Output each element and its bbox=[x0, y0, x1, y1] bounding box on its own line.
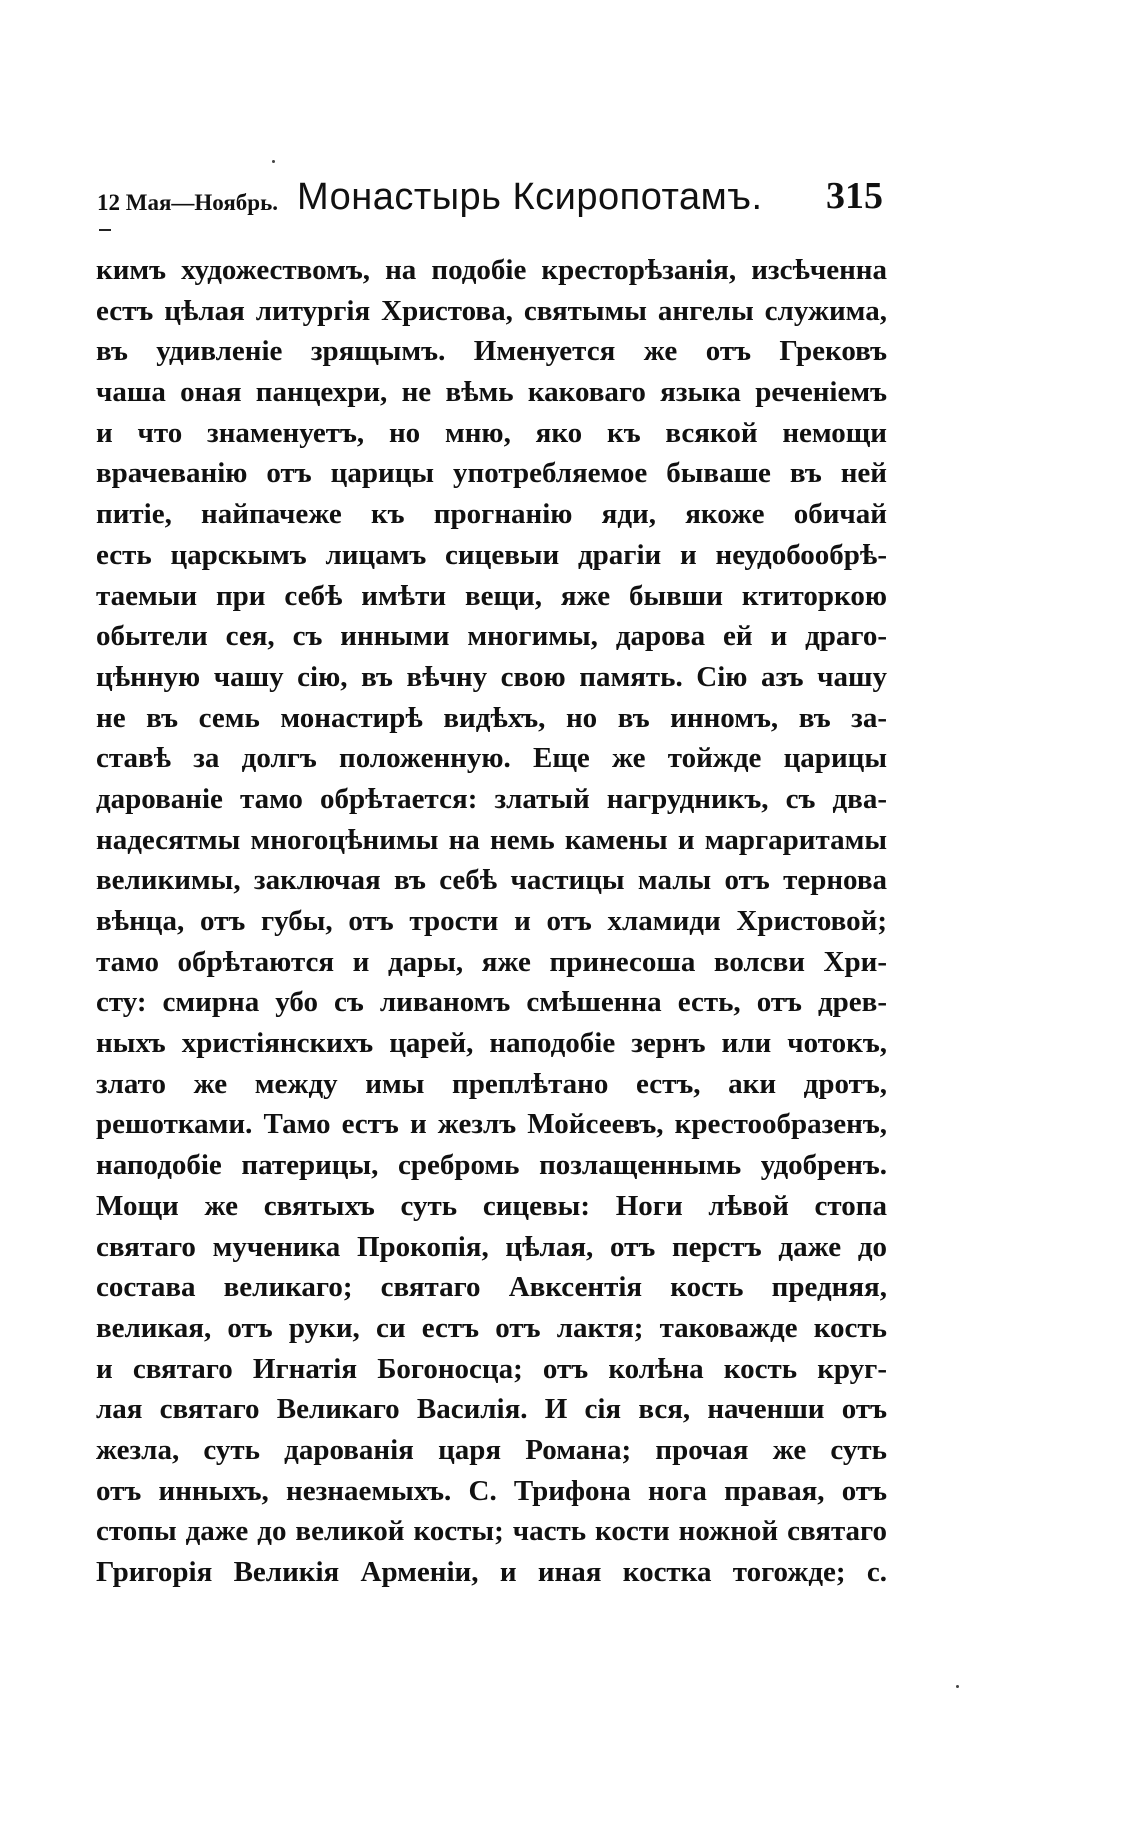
text-line: наподобіе патерицы, сребромь позлащеннымь удобренъ. bbox=[96, 1149, 887, 1182]
text-line: врачеванію отъ царицы употребляемое бываше въ ней bbox=[96, 457, 887, 490]
text-line: дарованіе тамо обрѣтается: златый нагрудникъ, съ два- bbox=[96, 782, 887, 815]
text-line: Мощи же святыхъ суть сицевы: Ноги лѣвой стопа bbox=[96, 1189, 887, 1222]
page-number: 315 bbox=[826, 175, 883, 217]
text-line: святаго мученика Прокопія, цѣлая, отъ перстъ даже до bbox=[96, 1230, 887, 1263]
text-line: чаша оная панцехри, не вѣмь каковаго языка реченіемъ bbox=[96, 376, 887, 409]
text-line: Григорія Великія Арменіи, и иная костка тогожде; с. bbox=[96, 1556, 887, 1588]
text-line: вѣнца, отъ губы, отъ трости и отъ хламиди Христовой; bbox=[96, 905, 887, 937]
text-line: таемыи при себѣ имѣти вещи, яже бывши ктиторкою bbox=[96, 579, 887, 612]
text-line: великимы, заключая въ себѣ частицы малы отъ тернова bbox=[96, 864, 887, 897]
text-line: отъ инныхъ, незнаемыхъ. С. Трифона нога правая, отъ bbox=[96, 1474, 887, 1507]
text-line: надесятмы многоцѣнимы на немь камены и маргаритамы bbox=[96, 823, 887, 856]
text-line: въ удивленіе зрящымъ. Именуется же отъ Грековъ bbox=[96, 335, 887, 368]
text-line: не въ семь монастирѣ видѣхъ, но въ инномъ, въ за- bbox=[96, 701, 887, 734]
header-title: Монастырь Ксиропотамъ. bbox=[297, 176, 763, 218]
text-line: цѣнную чашу сію, въ вѣчну свою память. Сію азъ чашу bbox=[96, 660, 887, 693]
text-line: обытели сея, съ инными многимы, дарова ей и драго- bbox=[96, 620, 887, 653]
text-line: и святаго Игнатія Богоносца; отъ колѣна кость круг- bbox=[96, 1352, 887, 1385]
text-line: жезла, суть дарованія царя Романа; прочая же суть bbox=[96, 1433, 887, 1466]
header-date-range: 12 Мая—Ноябрь. bbox=[97, 190, 279, 215]
body-text bbox=[96, 250, 887, 1593]
text-line: есть царскымъ лицамъ сицевыи драгіи и неудобообрѣ- bbox=[96, 538, 887, 571]
text-line: состава великаго; святаго Авксентія кость предняя, bbox=[96, 1271, 887, 1304]
text-line: сту: смирна убо съ ливаномъ смѣшенна есть, отъ древ- bbox=[96, 986, 887, 1019]
text-line: и что знаменуетъ, но мню, яко къ всякой немощи bbox=[96, 416, 887, 449]
text-line: стопы даже до великой косты; часть кости ножной святаго bbox=[96, 1515, 887, 1548]
text-line: великая, отъ руки, си естъ отъ лактя; таковажде кость bbox=[96, 1311, 887, 1344]
text-line: злато же между имы преплѣтано естъ, аки дротъ, bbox=[96, 1067, 887, 1100]
text-line: ставѣ за долгъ положенную. Еще же тойжде царицы bbox=[96, 742, 887, 775]
text-line: решотками. Тамо естъ и жезлъ Мойсеевъ, крестообразенъ, bbox=[96, 1108, 887, 1141]
text-line: естъ цѣлая литургія Христова, святымы ангелы служима, bbox=[96, 294, 887, 327]
text-line: кимъ художествомъ, на подобіе кресторѣзанія, изсѣченна bbox=[96, 254, 887, 286]
text-line: ныхъ христіянскихъ царей, наподобіе зернъ или чотокъ, bbox=[96, 1027, 887, 1060]
scan-speck bbox=[956, 1685, 959, 1688]
header-dash bbox=[99, 229, 111, 231]
running-header bbox=[97, 172, 883, 224]
text-line: питіе, найпачеже къ прогнанію яди, якоже обичай bbox=[96, 498, 887, 531]
text-line: лая святаго Великаго Василія. И сія вся, наченши отъ bbox=[96, 1393, 887, 1426]
scan-speck bbox=[272, 160, 275, 163]
text-line: тамо обрѣтаются и дары, яже принесоша волсви Хри- bbox=[96, 945, 887, 978]
